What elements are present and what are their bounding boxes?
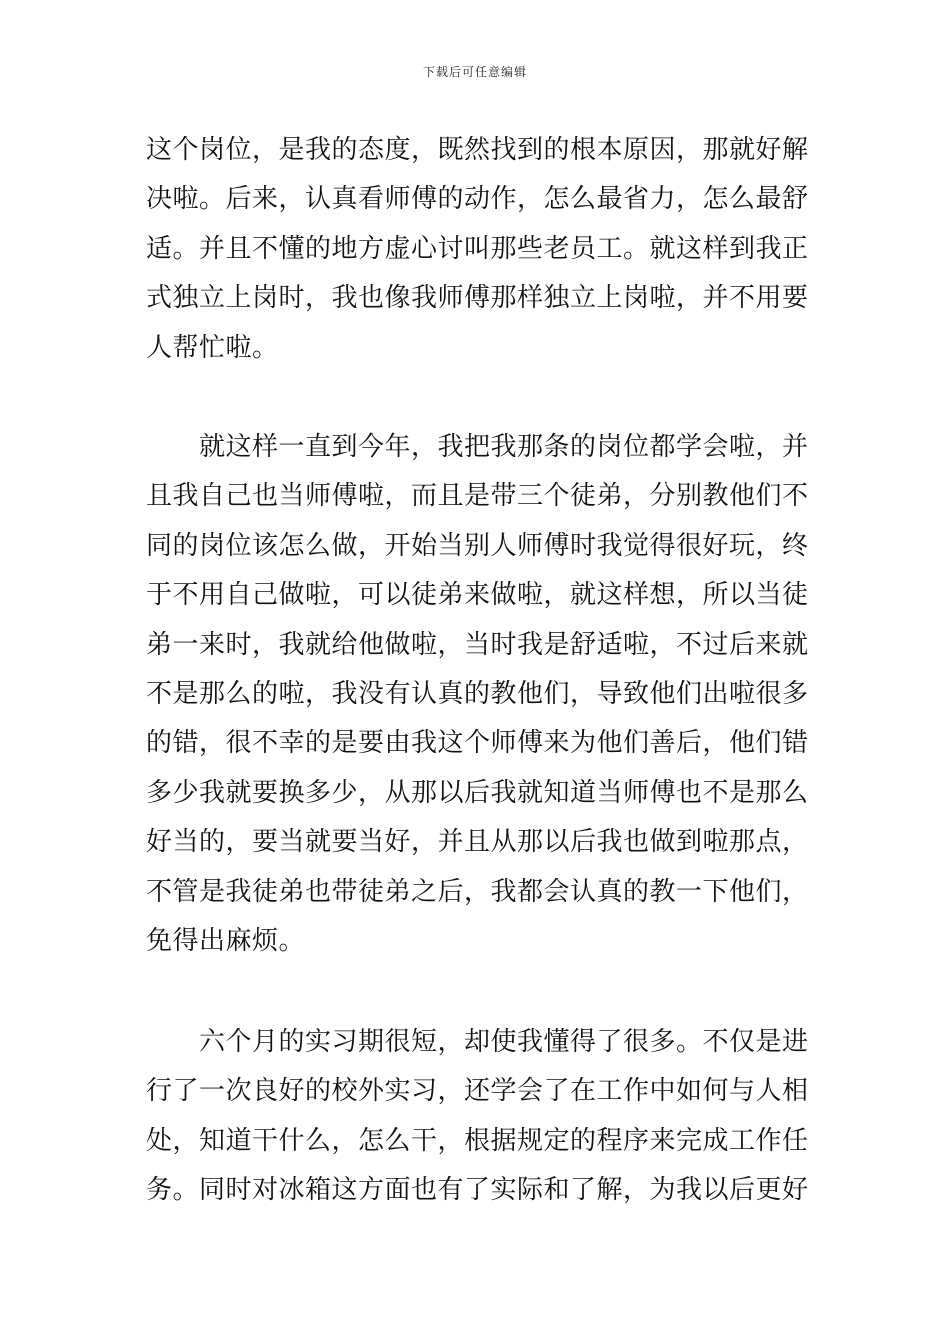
text-line: 适。并且不懂的地方虚心讨叫那些老员工。就这样到我正: [146, 233, 809, 264]
paragraph-1: [146, 126, 810, 373]
text-line: 务。同时对冰箱这方面也有了实际和了解，为我以后更好: [146, 1175, 809, 1206]
text-line: 处，知道干什么，怎么干，根据规定的程序来完成工作任: [146, 1125, 809, 1156]
text-line: 同的岗位该怎么做，开始当别人师傅时我觉得很好玩，终: [146, 530, 809, 561]
text-line: 的错，很不幸的是要由我这个师傅来为他们善后，他们错: [146, 728, 809, 759]
text-line: 不是那么的啦，我没有认真的教他们，导致他们出啦很多: [146, 678, 809, 709]
text-line: 免得出麻烦。: [146, 925, 306, 956]
text-line: 就这样一直到今年，我把我那条的岗位都学会啦，并: [146, 432, 809, 462]
paragraph-2: [146, 423, 810, 966]
text-line: 行了一次良好的校外实习，还学会了在工作中如何与人相: [146, 1076, 809, 1107]
text-line: 人帮忙啦。: [146, 332, 279, 363]
text-line: 于不用自己做啦，可以徒弟来做啦，就这样想，所以当徒: [146, 580, 809, 611]
text-line: 六个月的实习期很短，却使我懂得了很多。不仅是进: [146, 1027, 809, 1057]
text-line: 决啦。后来，认真看师傅的动作，怎么最省力，怎么最舒: [146, 184, 809, 215]
text-line: 好当的，要当就要当好，并且从那以后我也做到啦那点，: [146, 827, 809, 858]
text-line: 这个岗位，是我的态度，既然找到的根本原因，那就好解: [146, 135, 809, 165]
page-header: 下载后可任意编辑: [422, 65, 527, 79]
text-line: 不管是我徒弟也带徒弟之后，我都会认真的教一下他们，: [146, 876, 809, 907]
text-line: 式独立上岗时，我也像我师傅那样独立上岗啦，并不用要: [146, 283, 809, 314]
paragraph-3: [146, 1018, 810, 1216]
text-line: 多少我就要换多少，从那以后我就知道当师傅也不是那么: [146, 777, 809, 808]
text-line: 且我自己也当师傅啦，而且是带三个徒弟，分别教他们不: [146, 481, 809, 512]
text-line: 弟一来时，我就给他做啦，当时我是舒适啦，不过后来就: [146, 629, 809, 660]
